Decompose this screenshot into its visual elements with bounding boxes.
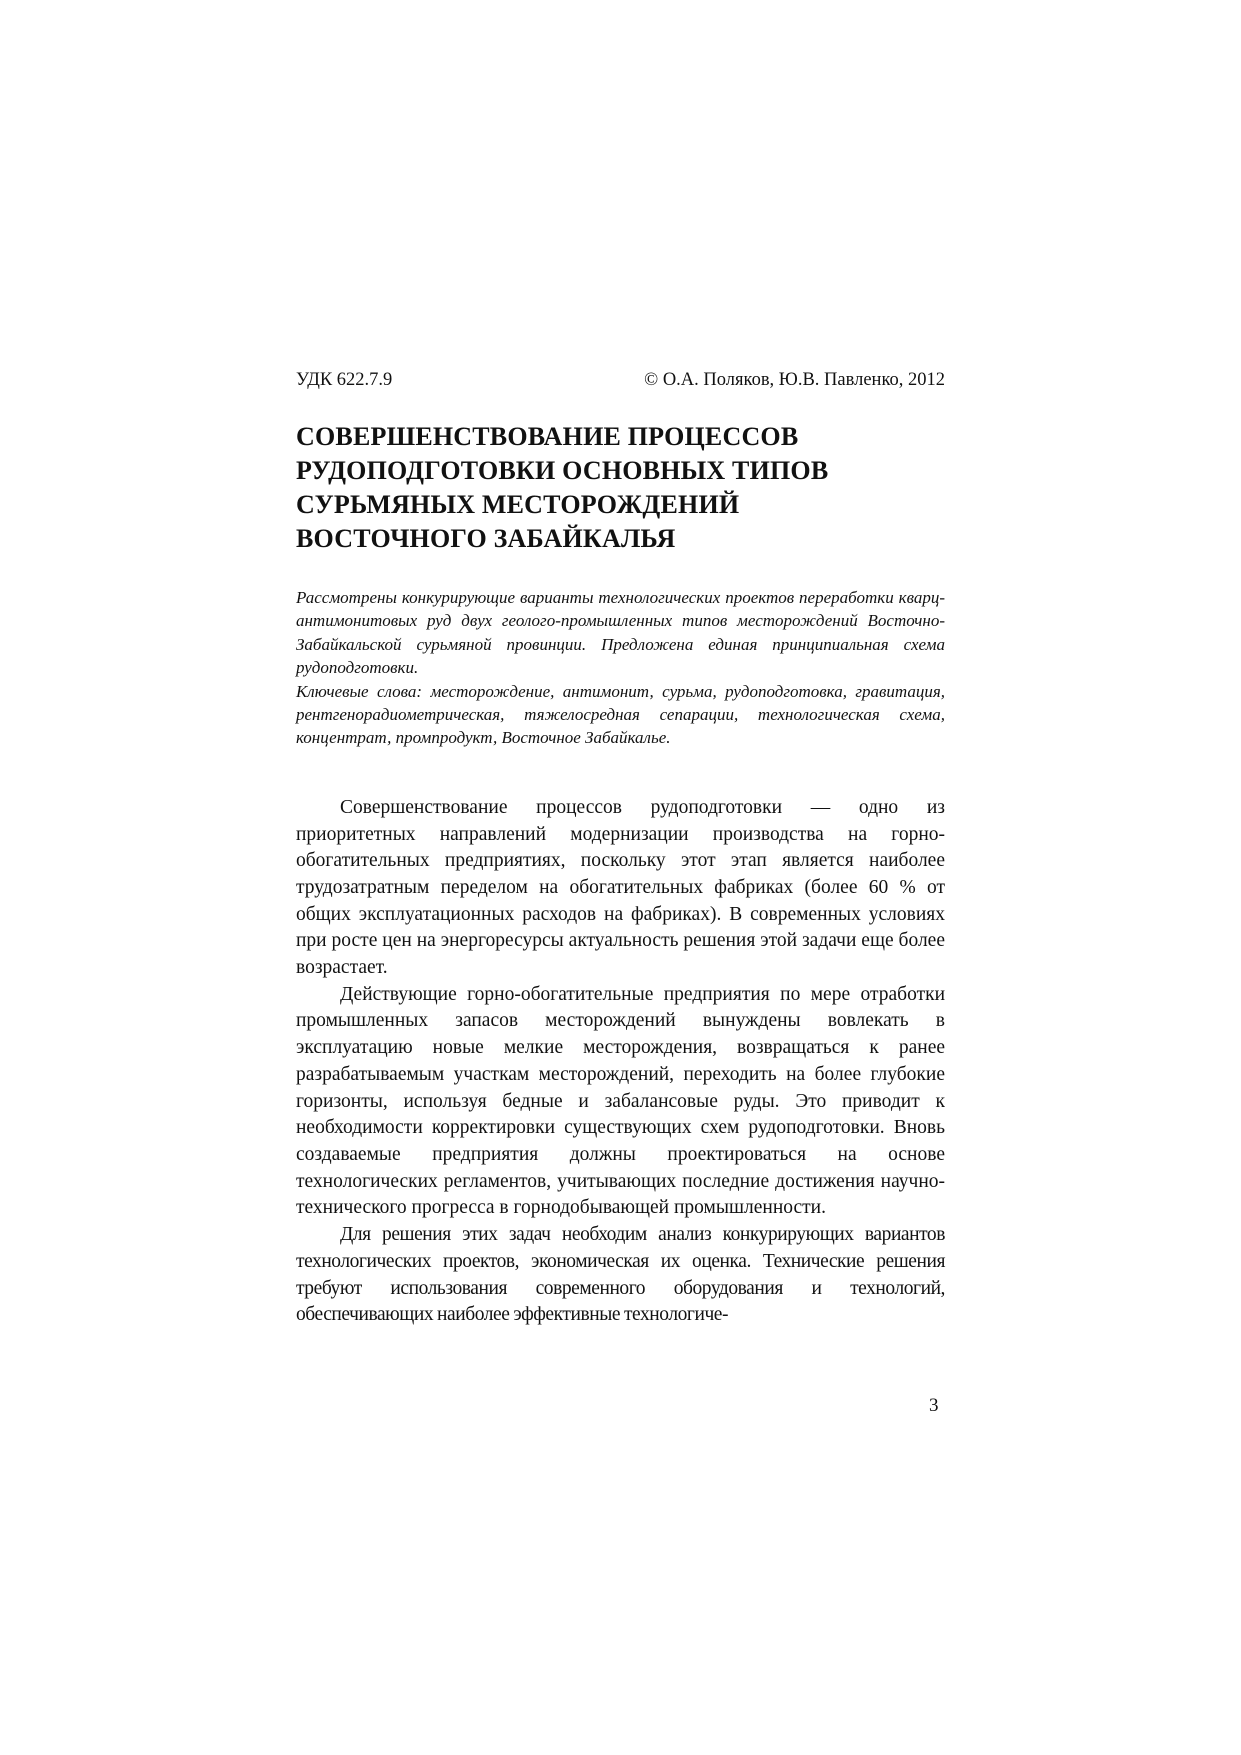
copyright-notice: © О.А. Поляков, Ю.В. Павленко, 2012 [644, 370, 945, 390]
title-line: ВОСТОЧНОГО ЗАБАЙКАЛЬЯ [296, 524, 676, 553]
udk-code: УДК 622.7.9 [296, 370, 393, 390]
body-paragraph: Действующие горно-обогатительные предприятия по мере отработки промышленных запасов месторождений вынуждены вовлекать в эксплуатацию новые мелкие месторождения, возвращаться к ранее разрабатываемым участкам месторождений, переходить на более глубокие горизонты, используя бедные и забалансовые руды. Это приводит к необходимости корректировки существующих схем рудоподготовки. Вновь создаваемые предприятия должны проектироваться на основе технологических регламентов, учитывающих последние достижения научно-технического прогресса в горнодобывающей промышленности. [296, 983, 945, 1219]
body-paragraph: Совершенствование процессов рудоподготовки — одно из приоритетных направлений модернизации производства на горно-обогатительных предприятиях, поскольку этот этап является наиболее трудозатратным переделом на обогатительных фабриках (более 60 % от общих эксплуатационных расходов на фабриках). В современных условиях при росте цен на энергоресурсы актуальность решения этой задачи еще более возрастает. [296, 796, 945, 979]
title-line: СОВЕРШЕНСТВОВАНИЕ ПРОЦЕССОВ [296, 422, 799, 451]
title-line: СУРЬМЯНЫХ МЕСТОРОЖДЕНИЙ [296, 490, 740, 519]
keywords: Ключевые слова: месторождение, антимонит, сурьма, рудоподготовка, гравитация, рентгенорадиометрическая, тяжелосредная сепарации, технологическая схема, концентрат, промпродукт, Восточное Забайкалье. [296, 681, 945, 748]
abstract [296, 586, 945, 750]
abstract-summary: Рассмотрены конкурирующие варианты технологических проектов переработки кварц-антимонитовых руд двух геолого-промышленных типов месторождений Восточно-Забайкальской сурьмяной провинции. Предложена единая принципиальная схема рудоподготовки. [296, 588, 945, 678]
article-header [296, 368, 945, 392]
title-line: РУДОПОДГОТОВКИ ОСНОВНЫХ ТИПОВ [296, 456, 829, 485]
page-number: 3 [929, 1395, 939, 1416]
article-title [296, 420, 945, 556]
article-body [296, 795, 945, 1329]
article-page [296, 368, 945, 1329]
body-paragraph: Для решения этих задач необходим анализ конкурирующих вариантов технологических проектов, экономическая их оценка. Технические решения требуют использования современного оборудования и технологий, обеспечивающих наиболее эффективные технологиче- [296, 1224, 945, 1326]
